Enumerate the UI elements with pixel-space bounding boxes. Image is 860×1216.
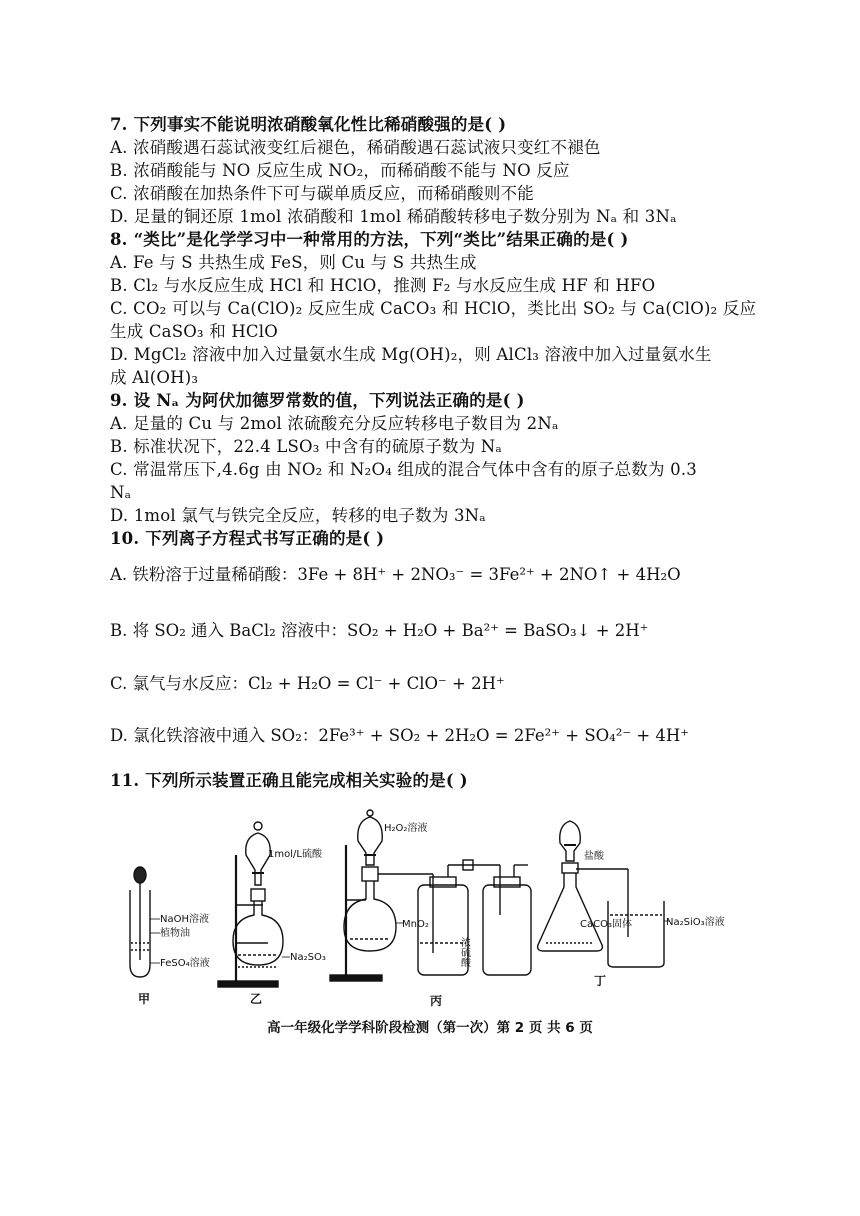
q7-option-b: B. 浓硝酸能与 NO 反应生成 NO₂，而稀硝酸不能与 NO 反应 (110, 161, 570, 180)
q10-option-d: D. 氯化铁溶液中通入 SO₂：2Fe³⁺ + SO₂ + 2H₂O = 2Fe²⁺ + SO₄²⁻ + 4H⁺ (110, 726, 689, 745)
gas-bottle-icon (483, 885, 531, 975)
q9-option-b: B. 标准状况下，22.4 LSO₃ 中含有的硫原子数为 Nₐ (110, 437, 502, 456)
caption-jia: 甲 (138, 992, 151, 1006)
round-flask-icon (344, 881, 396, 951)
q7-option-d: D. 足量的铜还原 1mol 浓硝酸和 1mol 稀硝酸转移电子数分别为 Nₐ 和 3Nₐ (110, 207, 677, 226)
q10-option-b: B. 将 SO₂ 通入 BaCl₂ 溶液中：SO₂ + H₂O + Ba²⁺ = BaSO₃↓ + 2H⁺ (110, 621, 649, 640)
separatory-funnel-icon (358, 817, 383, 865)
q8-option-b: B. Cl₂ 与水反应生成 HCl 和 HClO，推测 F₂ 与水反应生成 HF 和 HFO (110, 276, 656, 295)
label-conc-h2so4 (459, 936, 471, 968)
label-feso4: FeSO₄溶液 (160, 958, 210, 969)
q9-option-d: D. 1mol 氯气与铁完全反应，转移的电子数为 3Nₐ (110, 506, 486, 525)
q8-stem: 8. “类比”是化学学习中一种常用的方法，下列“类比”结果正确的是( ) (110, 230, 629, 249)
q9-option-a: A. 足量的 Cu 与 2mol 浓硫酸充分反应转移电子数目为 2Nₐ (110, 414, 559, 433)
q10-stem: 10. 下列离子方程式书写正确的是( ) (110, 529, 385, 548)
svg-text:浓硫酸: 浓硫酸 (458, 937, 470, 967)
q7-option-a: A. 浓硝酸遇石蕊试液变红后褪色，稀硝酸遇石蕊试液只变红不褪色 (110, 138, 601, 157)
q9-option-c-line2: Nₐ (110, 483, 132, 502)
q10-option-a: A. 铁粉溶于过量稀硝酸：3Fe + 8H⁺ + 2NO₃⁻ = 3Fe²⁺ + 2NO↑ + 4H₂O (110, 565, 681, 584)
q10-option-c: C. 氯气与水反应：Cl₂ + H₂O = Cl⁻ + ClO⁻ + 2H⁺ (110, 674, 505, 693)
apparatus-yi (218, 822, 290, 987)
q9-option-c-line1: C. 常温常压下,4.6g 由 NO₂ 和 N₂O₄ 组成的混合气体中含有的原子总数为 0.3 (110, 460, 697, 479)
separatory-funnel-icon (560, 821, 581, 861)
q7-stem: 7. 下列事实不能说明浓硝酸氧化性比稀硝酸强的是( ) (110, 115, 507, 134)
q8-option-c-line2: 生成 CaSO₃ 和 HClO (110, 322, 278, 341)
q8-option-d-line1: D. MgCl₂ 溶液中加入过量氨水生成 Mg(OH)₂，则 AlCl₃ 溶液中加入过量氨水生 (110, 345, 712, 364)
label-h2o2: H₂O₂溶液 (384, 823, 428, 834)
apparatus-ding (538, 821, 670, 967)
label-na2so3: Na₂SO₃ (290, 952, 326, 963)
q8-option-d-line2: 成 Al(OH)₃ (110, 368, 199, 387)
caption-ding: 丁 (594, 974, 607, 988)
label-naoh: NaOH溶液 (160, 914, 209, 925)
beaker-icon (608, 901, 664, 967)
q7-option-c: C. 浓硝酸在加热条件下可与碳单质反应，而稀硝酸则不能 (110, 184, 534, 203)
label-na2sio3: Na₂SiO₃溶液 (666, 917, 725, 928)
apparatus-figure (118, 815, 725, 1015)
label-caco3: CaCO₃固体 (580, 919, 632, 930)
q8-option-a: A. Fe 与 S 共热生成 FeS，则 Cu 与 S 共热生成 (110, 253, 477, 272)
page-footer: 高一年级化学学科阶段检测（第一次）第 2 页 共 6 页 (267, 1020, 593, 1036)
apparatus-jia (130, 867, 160, 977)
caption-bing: 丙 (430, 994, 443, 1008)
conical-flask-icon (538, 873, 603, 951)
apparatus-bing (330, 810, 531, 981)
q9-stem: 9. 设 Nₐ 为阿伏加德罗常数的值，下列说法正确的是( ) (110, 391, 525, 410)
label-oil: 植物油 (160, 928, 190, 939)
separatory-funnel-icon (246, 833, 271, 885)
dropper-bulb-icon (134, 867, 146, 883)
label-hcl: 盐酸 (584, 851, 604, 862)
q11-stem: 11. 下列所示装置正确且能完成相关实验的是( ) (110, 771, 468, 790)
label-sulfuric-acid: 1mol/L硫酸 (268, 849, 322, 860)
label-mno2: MnO₂ (402, 919, 429, 930)
caption-yi: 乙 (250, 992, 263, 1006)
q8-option-c-line1: C. CO₂ 可以与 Ca(ClO)₂ 反应生成 CaCO₃ 和 HClO，类比出 SO₂ 与 Ca(ClO)₂ 反应 (110, 299, 757, 318)
